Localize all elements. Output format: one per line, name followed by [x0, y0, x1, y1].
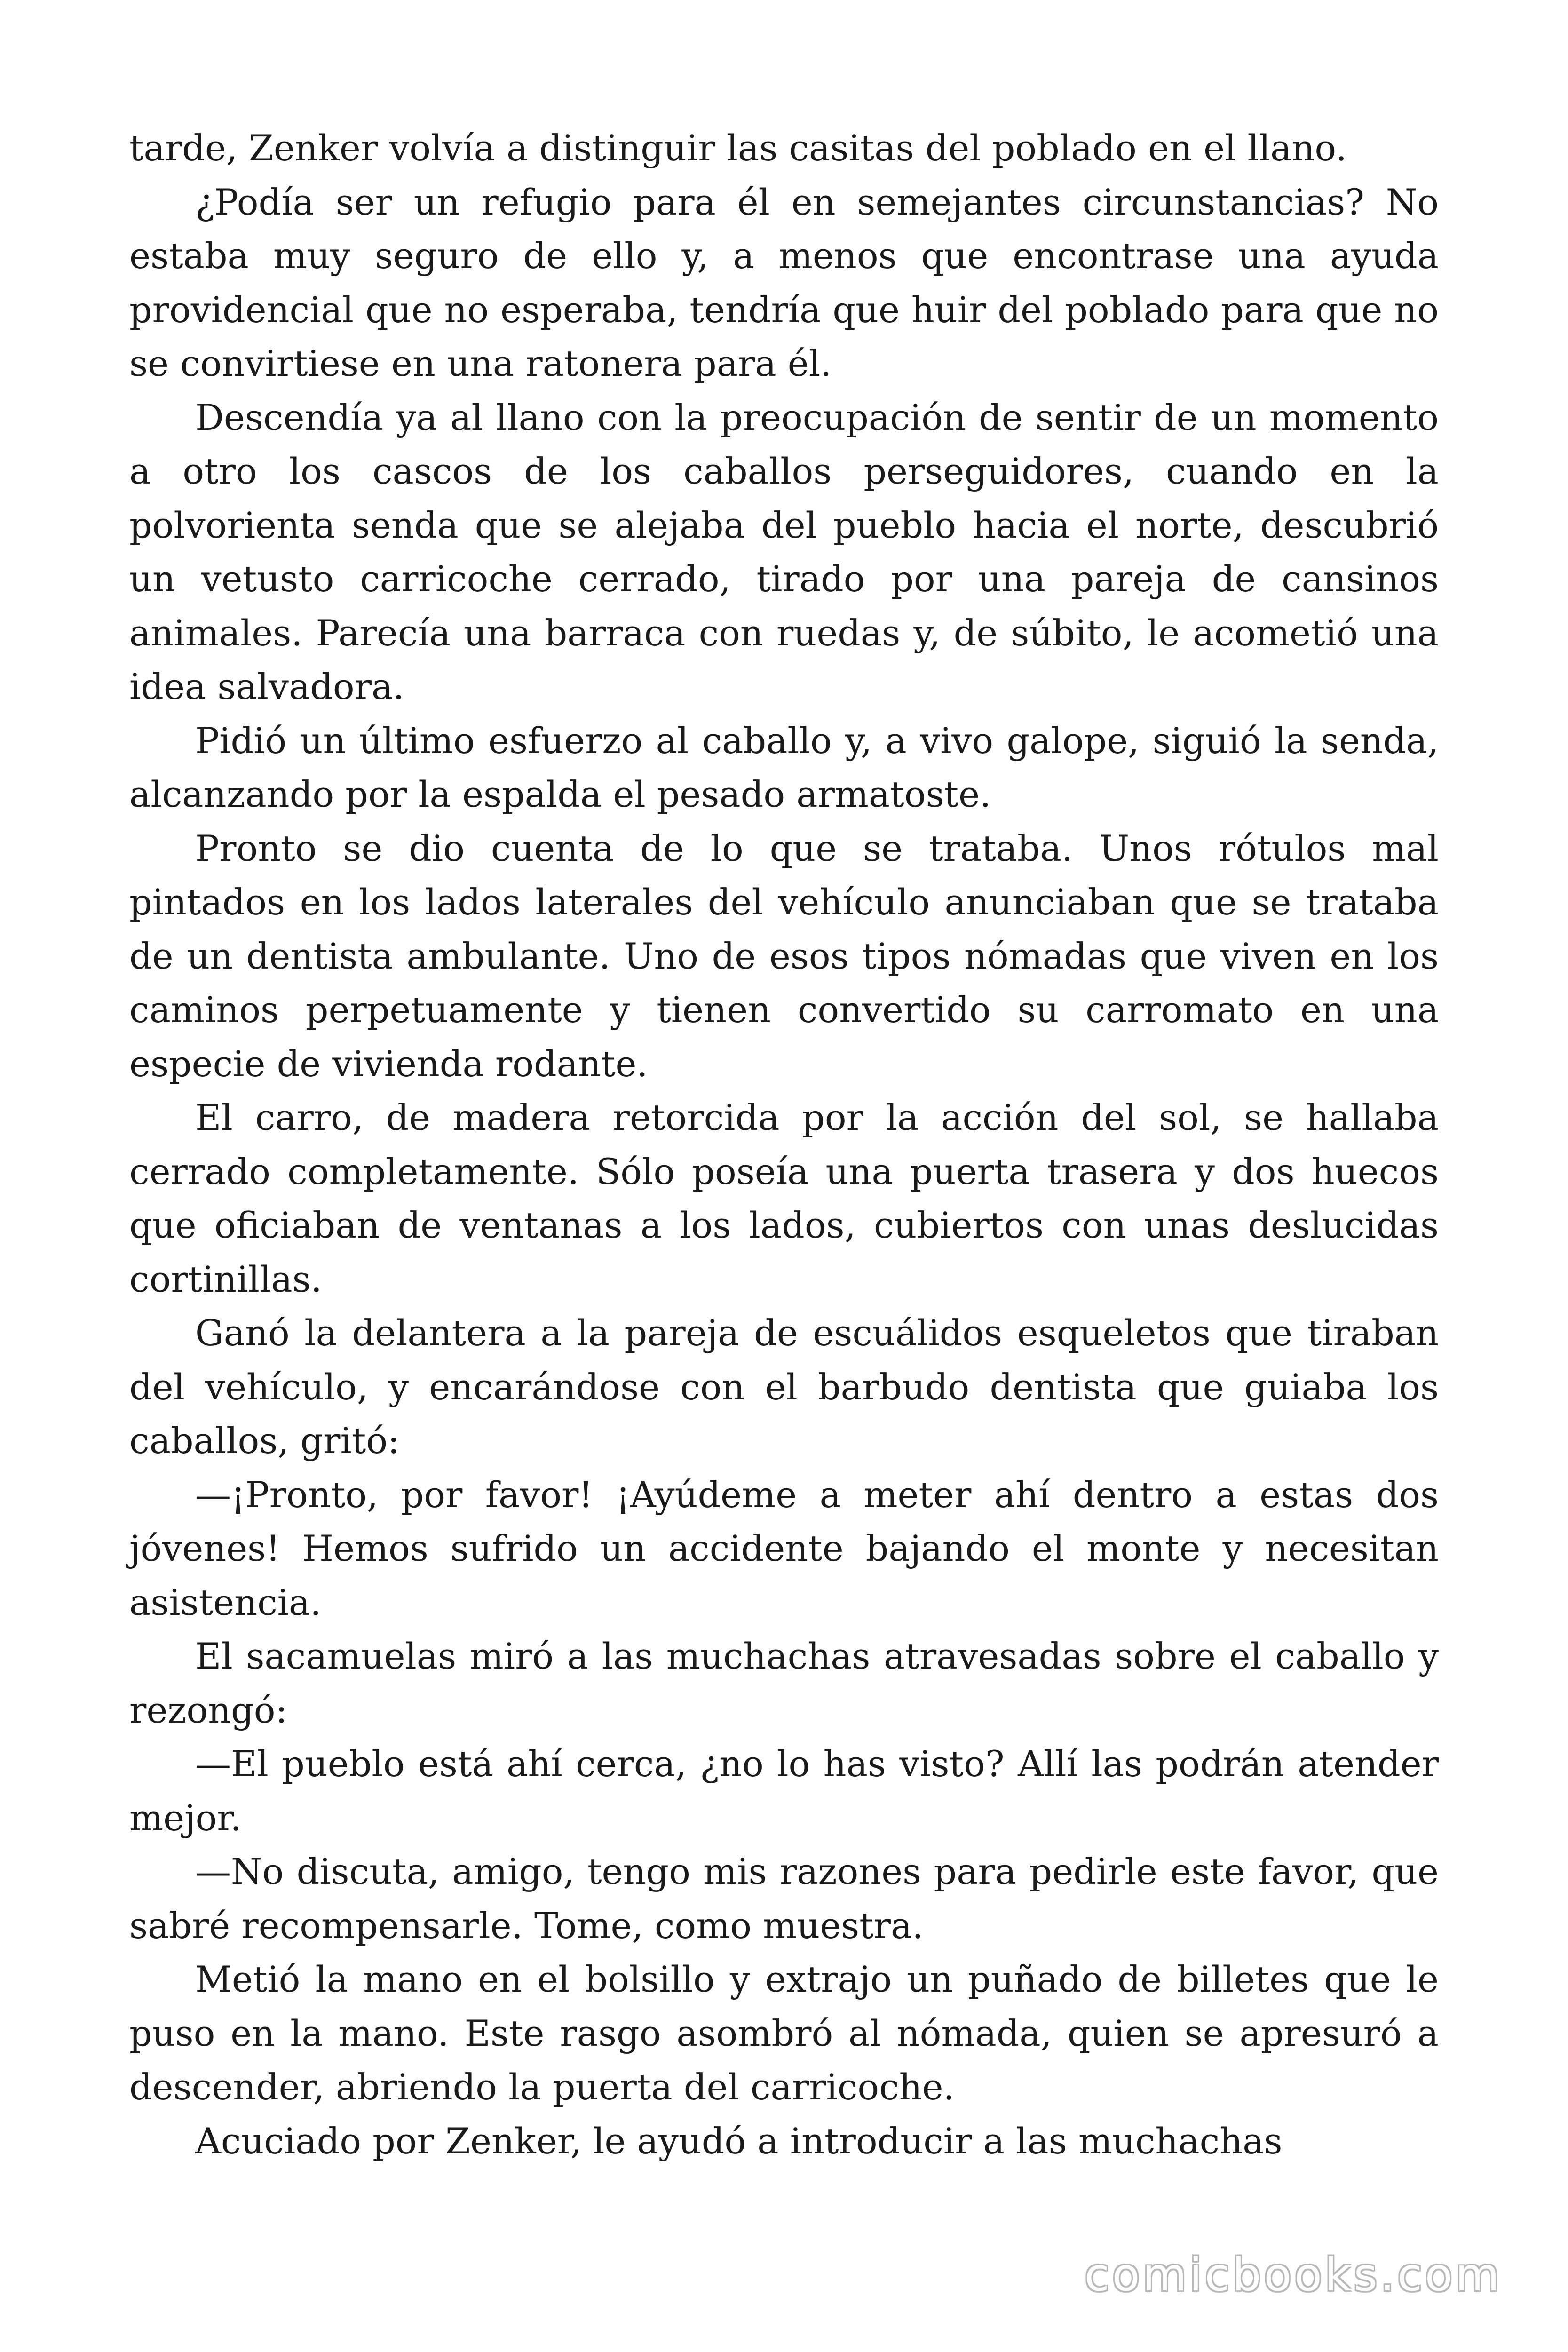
paragraph: Pidió un último esfuerzo al caballo y, a vivo galope, siguió la senda, alcanzando por la espalda el pesado armatoste.: [129, 719, 1439, 815]
paragraph: tarde, Zenker volvía a distinguir las casitas del poblado en el llano.: [129, 127, 1347, 169]
paragraph: —No discuta, amigo, tengo mis razones para pedirle este favor, que sabré recompensarle. Tome, como muestra.: [129, 1851, 1439, 1947]
watermark: comicbooks.com: [1084, 2249, 1502, 2301]
paragraph: —El pueblo está ahí cerca, ¿no lo has visto? Allí las podrán atender mejor.: [129, 1743, 1439, 1839]
paragraph: Ganó la delantera a la pareja de escuálidos esqueletos que tiraban del vehículo, y encarándose con el barbudo dentista que guiaba los caballos, gritó:: [129, 1312, 1439, 1462]
paragraph: Descendía ya al llano con la preocupación de sentir de un momento a otro los cascos de los caballos perseguidores, cuando en la polvorienta senda que se alejaba del pueblo hacia el norte, descubrió un vetusto carricoche cerrado, tirado por una pareja de cansinos animales. Parecía una barraca con ruedas y, de súbito, le acometió una idea salvadora.: [129, 396, 1439, 707]
paragraph: ¿Podía ser un refugio para él en semejantes circunstancias? No estaba muy seguro de ello y, a menos que encontrase una ayuda providencial que no esperaba, tendría que huir del poblado para que no se convirtiese en una ratonera para él.: [129, 181, 1439, 384]
paragraph: El sacamuelas miró a las muchachas atravesadas sobre el caballo y rezongó:: [129, 1635, 1439, 1731]
paragraph: El carro, de madera retorcida por la acción del sol, se hallaba cerrado completamente. Sólo poseía una puerta trasera y dos huecos que oficiaban de ventanas a los lados, cubiertos con unas deslucidas cortinillas.: [129, 1097, 1439, 1300]
page-body-text: [129, 121, 1439, 2168]
paragraph: —¡Pronto, por favor! ¡Ayúdeme a meter ahí dentro a estas dos jóvenes! Hemos sufrido un accidente bajando el monte y necesitan asistencia.: [129, 1473, 1439, 1623]
paragraph: Acuciado por Zenker, le ayudó a introducir a las muchachas: [195, 2120, 1283, 2162]
paragraph: Pronto se dio cuenta de lo que se trataba. Unos rótulos mal pintados en los lados laterales del vehículo anunciaban que se trataba de un dentista ambulante. Uno de esos tipos nómadas que viven en los caminos perpetuamente y tienen convertido su carromato en una especie de vivienda rodante.: [129, 827, 1439, 1085]
paragraph: Metió la mano en el bolsillo y extrajo un puñado de billetes que le puso en la mano. Este rasgo asombró al nómada, quien se apresuró a descender, abriendo la puerta del carricoche.: [129, 1958, 1439, 2108]
